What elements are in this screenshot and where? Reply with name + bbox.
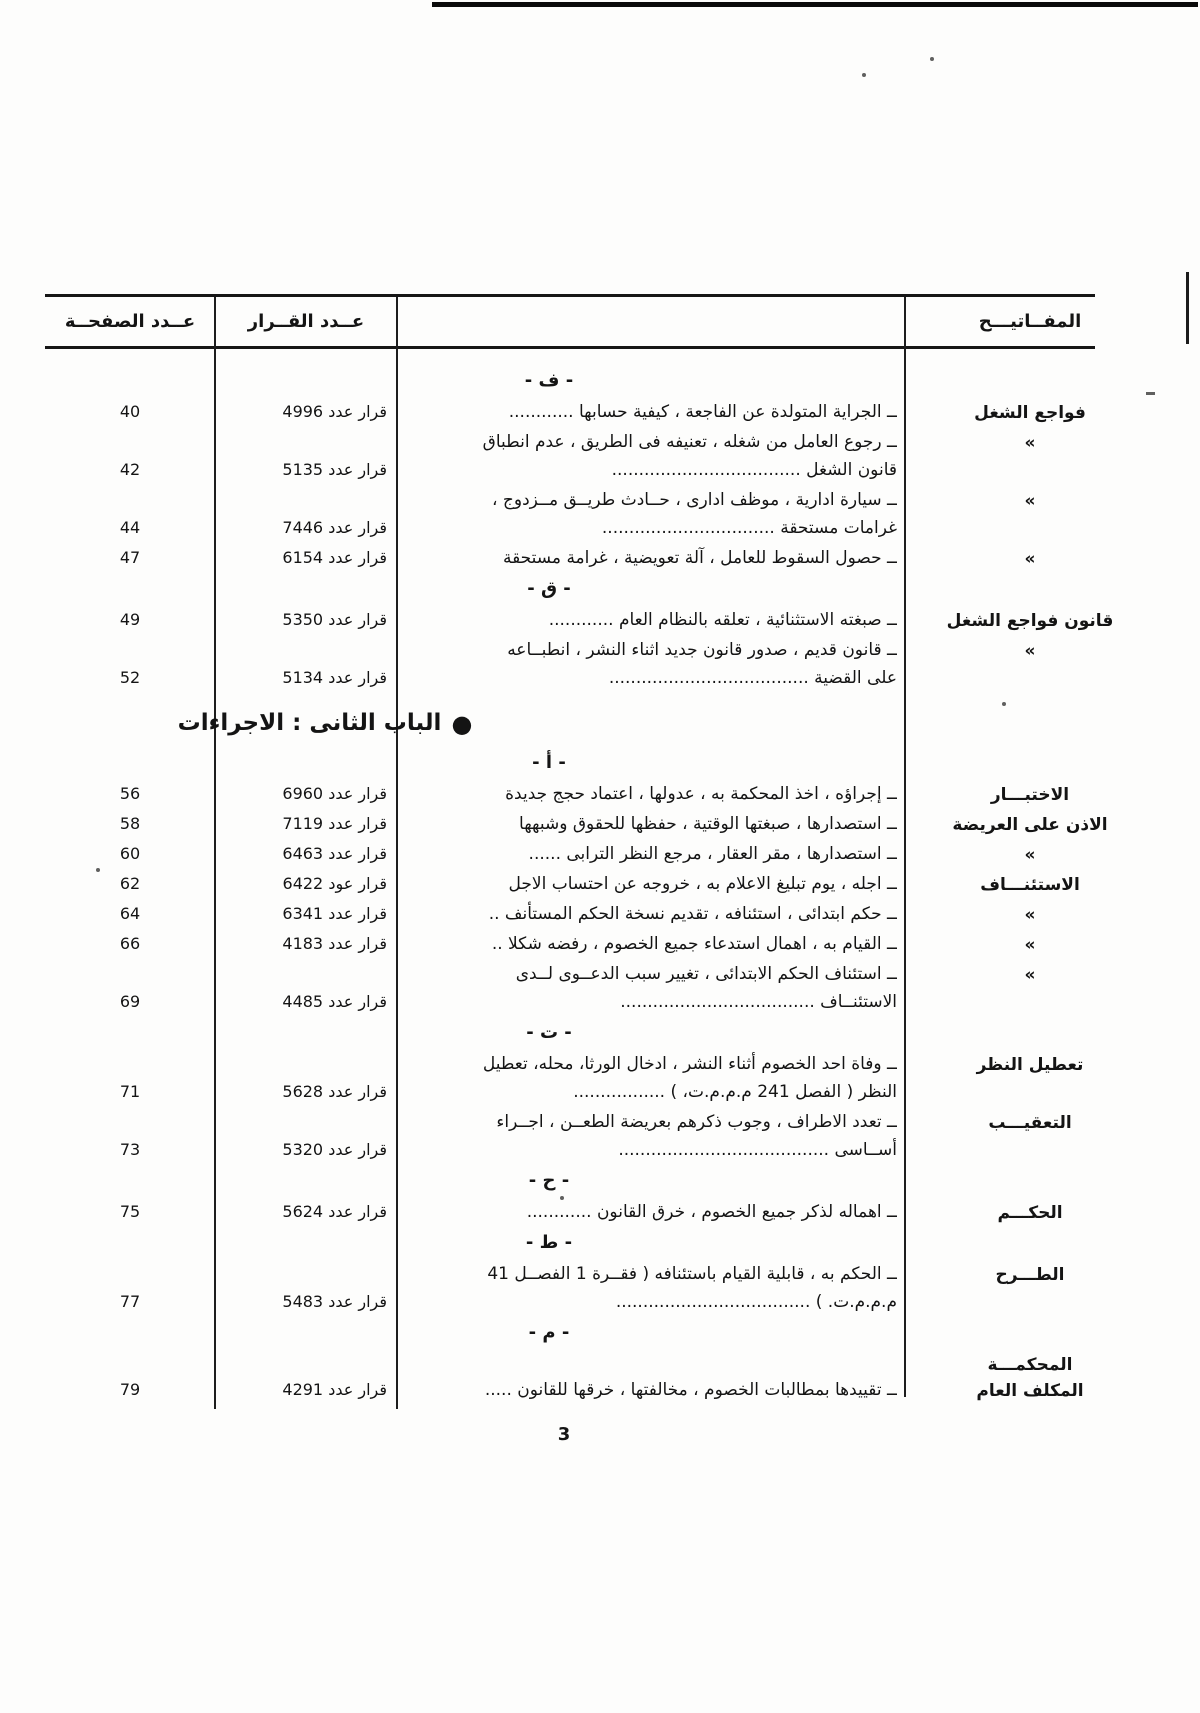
entry-subject-key: » (1024, 549, 1036, 569)
index-entry (45, 428, 1155, 484)
entry-subject-key: » (1024, 433, 1036, 453)
entry-description: ــ تعدد الاطراف ، وجوب ذكرهم بعريضة الطعــن ، اجــراء أســاسى ....................................... (496, 1111, 897, 1160)
entry-subject-key: الاختبـــار (990, 784, 1070, 805)
entry-description: ــ اجله ، يوم تبليغ الاعلام به ، خروجه عن احتساب الاجل (508, 873, 897, 894)
entry-subject-key: التعقيـــب (988, 1112, 1072, 1133)
table-header-rule (45, 346, 1095, 349)
section-letter-marker: - ح - (528, 1169, 570, 1191)
entry-subject-key: » (1024, 641, 1036, 661)
entry-subject-key: تعطيل النظر (976, 1054, 1084, 1075)
entry-description: ــ استئناف الحكم الابتدائى ، تغيير سبب الدعــوى لــدى الاستئنــاف .................................... (515, 963, 897, 1012)
entry-description: ــ وفاة احد الخصوم أثناء النشر ، ادخال الورثا، محله، تعطيل النظر ( الفصل 241 م.م.م.ت، ) ................. (482, 1053, 897, 1102)
header-decision-number-col: عــدد القــرار (247, 311, 365, 332)
entry-decision-number: قرار عدد 5483 (282, 1291, 387, 1311)
entry-page-number: 58 (119, 813, 141, 833)
entry-page-number: 60 (119, 843, 141, 863)
entry-page-number: 71 (119, 1081, 141, 1101)
entry-page-number: 42 (119, 460, 141, 479)
entry-page-number: 64 (119, 903, 141, 923)
index-entry (45, 606, 1155, 634)
entry-page-number: 79 (119, 1379, 141, 1399)
page-number: 3 (557, 1424, 571, 1445)
index-entry (45, 1260, 1155, 1316)
entry-decision-number: قرار عدد 4485 (282, 991, 387, 1011)
section-letter-marker: - ف - (524, 370, 574, 391)
entry-decision-number: قرار عدد 5628 (282, 1081, 387, 1101)
index-entry (45, 1050, 1155, 1106)
entry-decision-number: قرار عدد 5134 (282, 668, 387, 687)
entry-subject-key: قانون فواجع الشغل (946, 611, 1114, 631)
index-entry (45, 1198, 1155, 1226)
table-body (45, 352, 1155, 1406)
entry-subject-key: المحكمـــة المكلف العام (976, 1354, 1084, 1401)
entry-page-number: 52 (119, 668, 141, 687)
scan-speck (930, 57, 934, 61)
entry-subject-key: الحكـــم (997, 1202, 1063, 1223)
header-empty-col (397, 302, 905, 342)
entry-subject-key: الاذن على العريضة (952, 814, 1108, 835)
scan-speck (862, 73, 866, 77)
section-letter-marker: - ت - (526, 1021, 572, 1043)
entry-decision-number: قرار عدد 4183 (282, 933, 387, 953)
scan-edge-artifact-right (1186, 272, 1189, 344)
chapter-bullet-icon: ● (451, 709, 473, 738)
entry-subject-key: الطـــرح (995, 1264, 1065, 1285)
entry-decision-number: قرار عدد 5350 (282, 610, 387, 629)
entry-description: ــ الحكم به ، قابلية القيام باستئنافه ( فقــرة 1 الفصــل 41 م.م.م.ت. ) .................................... (487, 1263, 897, 1312)
index-entry (45, 840, 1155, 868)
entry-page-number: 47 (119, 548, 141, 567)
index-entry (45, 544, 1155, 572)
entry-description: ــ استصدارها ، صبغتها الوقتية ، حفظها للحقوق وشبهها (519, 813, 897, 834)
index-entry (45, 1108, 1155, 1164)
entry-decision-number: قرار عدد 5624 (282, 1201, 387, 1221)
entry-subject-key: » (1024, 491, 1036, 511)
entry-decision-number: قرار عدد 6960 (282, 783, 387, 803)
index-entry (45, 870, 1155, 898)
entry-page-number: 77 (119, 1291, 141, 1311)
entry-description: ــ صبغته الاستثنائية ، تعلقه بالنظام العام ............ (548, 610, 897, 630)
entry-subject-key: الاستئنـــاف (980, 874, 1080, 895)
entry-page-number: 49 (119, 610, 141, 629)
index-entry (45, 900, 1155, 928)
entry-decision-number: قرار عدد 4996 (282, 402, 387, 421)
entry-subject-key: » (1024, 964, 1036, 985)
entry-page-number: 75 (119, 1201, 141, 1221)
entry-description: ــ قانون قديم ، صدور قانون جديد اثناء النشر ، انطبــاعه على القضية ..................................... (507, 640, 897, 688)
section-letter-marker: - ق - (527, 578, 571, 599)
index-entry (45, 636, 1155, 692)
index-entry (45, 780, 1155, 808)
entry-subject-key: » (1024, 934, 1036, 955)
entry-description: ــ اهماله لذكر جميع الخصوم ، خرق القانون ............ (526, 1201, 897, 1222)
header-page-number-col: عــدد الصفحــة (64, 311, 196, 332)
entry-decision-number: قرار عدد 7446 (282, 518, 387, 537)
entry-description: ــ استصدارها ، مقر العقار ، مرجع النظر الترابى ...... (528, 843, 897, 864)
entry-description: ــ إجراؤه ، اخذ المحكمة به ، عدولها ، اعتماد حجج جديدة (505, 783, 897, 804)
entry-page-number: 40 (119, 402, 141, 421)
scan-edge-artifact-top (432, 2, 1198, 7)
entry-page-number: 73 (119, 1139, 141, 1159)
entry-decision-number: قرار عدد 6341 (282, 903, 387, 923)
entry-subject-key: » (1024, 904, 1036, 925)
entry-decision-number: قرار عدد 7119 (282, 813, 387, 833)
entry-decision-number: قرار عدد 5135 (282, 460, 387, 479)
entry-subject-key: » (1024, 844, 1036, 865)
entry-description: ــ حكم ابتدائى ، استئنافه ، تقديم نسخة الحكم المستأنف .. (488, 903, 897, 924)
table-header-row (45, 302, 1155, 342)
chapter-title: الباب الثانى : الاجراءات (177, 710, 442, 736)
entry-description: ــ سيارة ادارية ، موظف ادارى ، حــادث طريــق مــزدوج ، غرامات مستحقة ................................ (492, 490, 897, 538)
entry-decision-number: قرار عود 6422 (282, 873, 387, 893)
entry-subject-key: فواجع الشغل (974, 403, 1086, 423)
index-entry (45, 810, 1155, 838)
header-keys-col: المفــاتيـــح (978, 311, 1082, 332)
index-table (45, 294, 1155, 1429)
entry-description: ــ حصول السقوط للعامل ، آلة تعويضية ، غرامة مستحقة (502, 548, 897, 568)
index-entry (45, 960, 1155, 1016)
entry-description: ــ الجراية المتولدة عن الفاجعة ، كيفية حسابها ............ (508, 402, 897, 422)
index-entry (45, 1350, 1155, 1404)
entry-description: ــ رجوع العامل من شغله ، تعنيفه فى الطريق ، عدم انطباق قانون الشغل ................................... (482, 432, 897, 480)
table-top-rule (45, 294, 1095, 297)
entry-page-number: 56 (119, 783, 141, 803)
section-letter-marker: - ط - (525, 1231, 573, 1253)
chapter-heading (45, 702, 605, 745)
entry-decision-number: قرار عدد 6154 (282, 548, 387, 567)
entry-page-number: 66 (119, 933, 141, 953)
entry-decision-number: قرار عدد 4291 (282, 1379, 387, 1399)
entry-page-number: 69 (119, 991, 141, 1011)
entry-page-number: 62 (119, 873, 141, 893)
section-letter-marker: - أ - (532, 751, 566, 773)
index-entry (45, 486, 1155, 542)
index-entry (45, 930, 1155, 958)
section-letter-marker: - م - (528, 1321, 570, 1343)
index-entry (45, 398, 1155, 426)
entry-decision-number: قرار عدد 5320 (282, 1139, 387, 1159)
entry-decision-number: قرار عدد 6463 (282, 843, 387, 863)
entry-description: ــ القيام به ، اهمال استدعاء جميع الخصوم ، رفضه شكلا .. (491, 933, 897, 954)
entry-page-number: 44 (119, 518, 141, 537)
entry-description: ــ تقييدها بمطالبات الخصوم ، مخالفتها ، خرقها للقانون ..... (484, 1379, 897, 1400)
